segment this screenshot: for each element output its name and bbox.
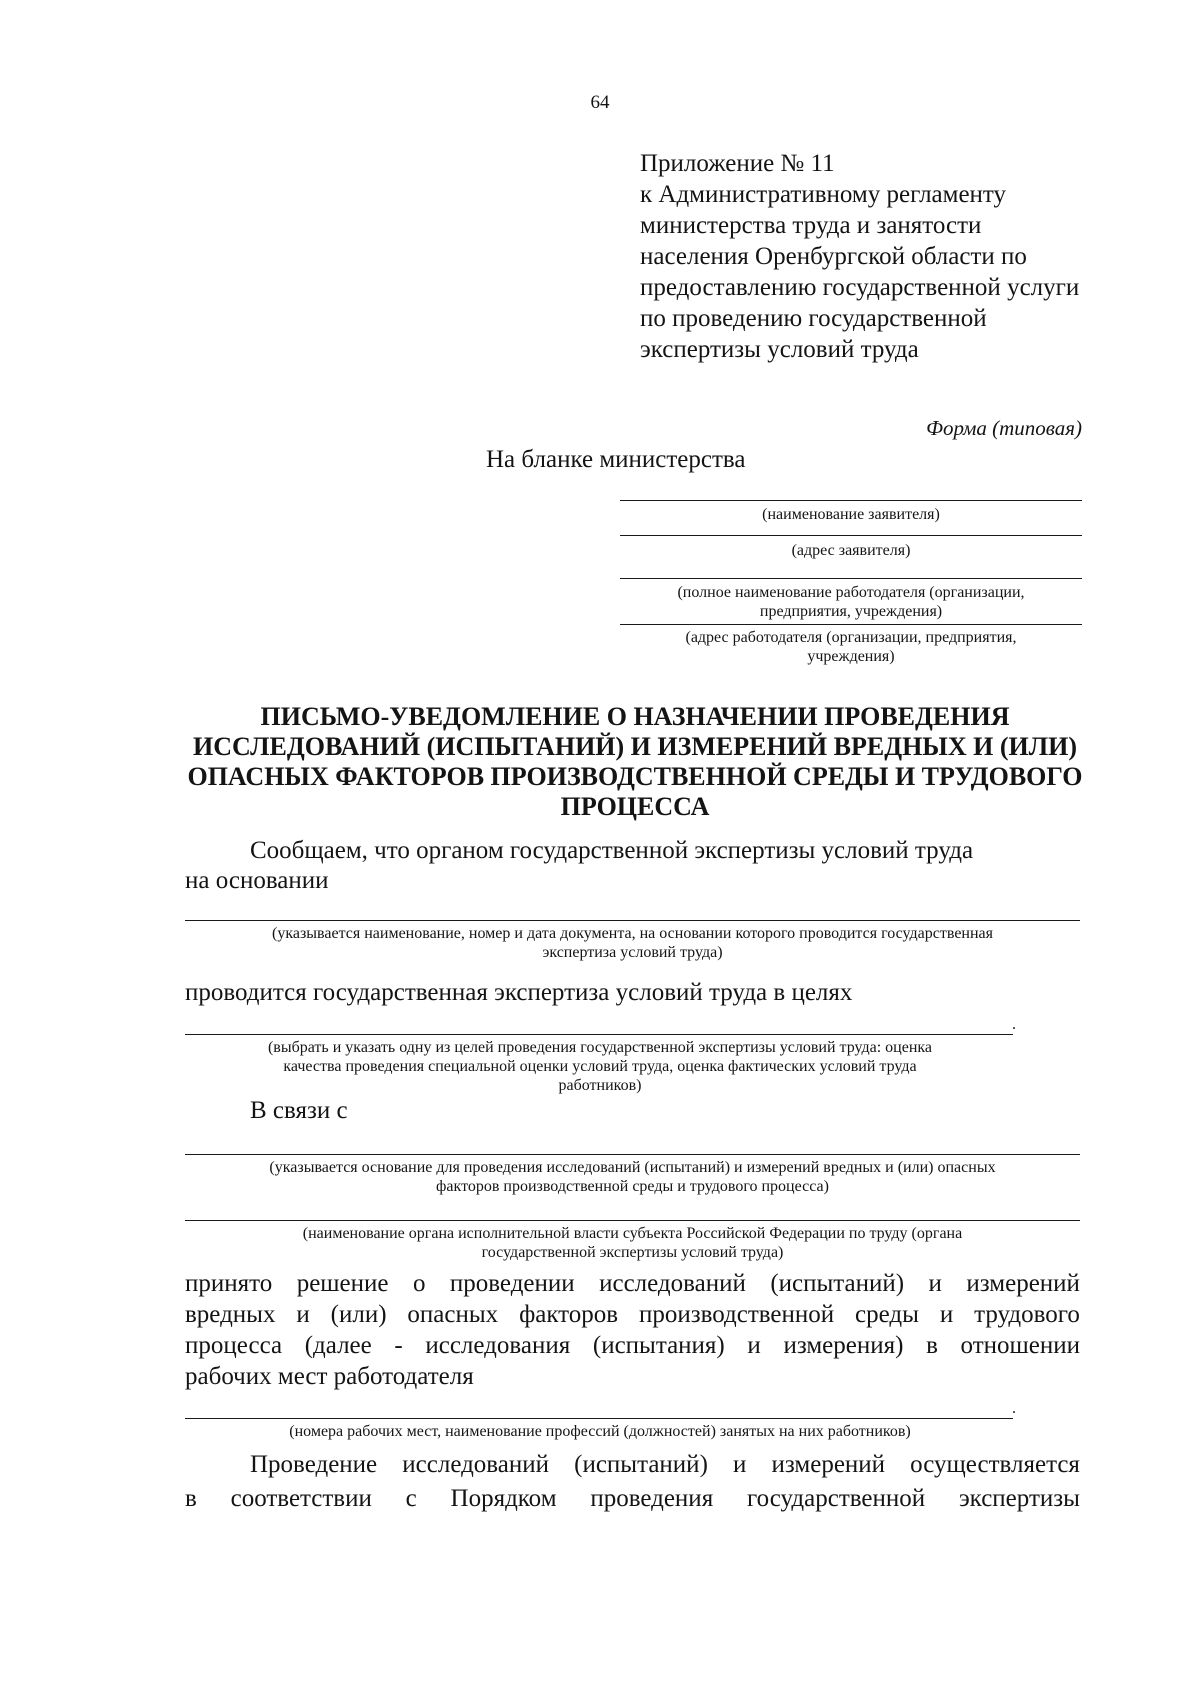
word: (испытаний)	[770, 1270, 905, 1297]
word: проведения	[590, 1485, 714, 1512]
employer-name-line	[620, 578, 1082, 579]
reason-caption-line: (указывается основание для проведения исследований (испытаний) и измерений вредных и (или) опасных	[269, 1159, 996, 1176]
word: государственной	[746, 1485, 926, 1512]
applicant-name-line	[620, 500, 1082, 501]
word: (испытаний)	[574, 1451, 708, 1478]
applicant-name-caption: (наименование заявителя)	[762, 506, 940, 523]
word: (далее	[304, 1332, 372, 1359]
form-type-label: Форма (типовая)	[926, 416, 1082, 440]
line-end-mark: .	[1012, 1016, 1016, 1033]
word: проведении	[449, 1270, 575, 1297]
word: процесса	[185, 1332, 283, 1359]
intro-line-1: Сообщаем, что органом государственной экспертизы условий труда	[250, 837, 974, 864]
employer-address-caption	[620, 628, 1082, 666]
appendix-line: экспертизы условий труда	[640, 336, 919, 363]
reason-fill-line	[185, 1154, 1080, 1155]
word: экспертизы	[958, 1485, 1080, 1512]
word: измерений	[771, 1451, 886, 1478]
decision-line: рабочих мест работодателя	[185, 1363, 474, 1390]
word: производственной	[638, 1301, 835, 1328]
word: (или)	[330, 1301, 387, 1328]
word: решение	[296, 1270, 389, 1297]
word: (испытания)	[592, 1332, 725, 1359]
word: измерения)	[783, 1332, 904, 1359]
document-title	[150, 702, 1120, 822]
word: и	[733, 1451, 747, 1478]
employer-address-line	[620, 624, 1082, 625]
authority-caption-line: (наименование органа исполнительной власти субъекта Российской Федерации по труду (органа	[302, 1225, 963, 1242]
purpose-caption-line: качества проведения специальной оценки условий труда, оценка фактических условий труда	[283, 1058, 917, 1075]
basis-fill-line	[185, 920, 1080, 921]
employer-address-caption-line: (адрес работодателя (организации, предприятия,	[685, 629, 1017, 646]
word: факторов	[519, 1301, 619, 1328]
word: о	[412, 1270, 426, 1297]
appendix-line: Приложение № 11	[640, 150, 835, 177]
in-connection-label: В связи с	[250, 1097, 348, 1124]
authority-caption	[175, 1224, 1090, 1262]
basis-caption	[175, 924, 1090, 962]
employer-name-caption	[610, 583, 1092, 621]
basis-caption-line: экспертиза условий труда)	[542, 944, 723, 961]
word: вредных	[185, 1301, 276, 1328]
decision-paragraph	[185, 1268, 1080, 1392]
applicant-address-line	[620, 535, 1082, 536]
word: и	[939, 1301, 954, 1328]
employer-name-caption-line: (полное наименование работодателя (организации,	[677, 584, 1025, 601]
word: в	[185, 1485, 197, 1512]
appendix-line: к Административному регламенту	[640, 181, 1007, 208]
word: отношении	[960, 1332, 1080, 1359]
authority-caption-line: государственной экспертизы условий труда)	[481, 1244, 784, 1261]
word: осуществляется	[910, 1451, 1080, 1478]
word: и	[747, 1332, 761, 1359]
reason-caption-line: факторов производственной среды и трудового процесса)	[436, 1178, 829, 1195]
word: исследований	[599, 1270, 746, 1297]
appendix-line: по проведению государственной	[640, 305, 987, 332]
word: с	[405, 1485, 417, 1512]
intro-line-2: на основании	[185, 867, 329, 894]
word: и	[296, 1301, 310, 1328]
word: соответствии	[230, 1485, 372, 1512]
page-number: 64	[590, 92, 610, 113]
basis-caption-line: (указывается наименование, номер и дата документа, на основании которого проводится государственная	[271, 925, 993, 942]
appendix-line: населения Оренбургской области по	[640, 243, 1027, 270]
word: в	[926, 1332, 938, 1359]
purpose-fill-line	[185, 1034, 1013, 1035]
word: принято	[185, 1270, 273, 1297]
decision-line	[185, 1268, 1080, 1299]
title-line: ПИСЬМО-УВЕДОМЛЕНИЕ О НАЗНАЧЕНИИ ПРОВЕДЕНИЯ	[260, 702, 1010, 731]
title-line: ОПАСНЫХ ФАКТОРОВ ПРОИЗВОДСТВЕННОЙ СРЕДЫ И ТРУДОВОГО	[187, 762, 1083, 791]
authority-fill-line	[185, 1220, 1080, 1221]
word: исследования	[425, 1332, 571, 1359]
applicant-address-caption: (адрес заявителя)	[791, 542, 911, 559]
workplaces-caption: (номера рабочих мест, наименование профессий (должностей) занятых на них работников)	[289, 1423, 911, 1440]
procedure-paragraph	[185, 1483, 1080, 1514]
appendix-line: предоставлению государственной услуги	[640, 274, 1080, 301]
title-line: ПРОЦЕССА	[560, 792, 710, 821]
purpose-caption-line: (выбрать и указать одну из целей проведения государственной экспертизы условий труда: оценка	[267, 1039, 933, 1056]
word: Порядком	[450, 1485, 557, 1512]
purpose-caption	[175, 1038, 1025, 1095]
title-line: ИССЛЕДОВАНИЙ (ИСПЫТАНИЙ) И ИЗМЕРЕНИЙ ВРЕДНЫХ И (ИЛИ)	[193, 732, 1077, 761]
word: измерений	[966, 1270, 1080, 1297]
word: Проведение	[250, 1451, 378, 1478]
employer-name-caption-line: предприятия, учреждения)	[759, 603, 943, 620]
word: трудового	[974, 1301, 1080, 1328]
procedure-line	[185, 1483, 1080, 1514]
workplaces-fill-line	[185, 1418, 1013, 1419]
decision-line	[185, 1330, 1080, 1361]
word: -	[394, 1332, 403, 1359]
line-end-mark: .	[1012, 1400, 1016, 1417]
procedure-line-1	[250, 1450, 1080, 1480]
purpose-caption-line: работников)	[558, 1077, 642, 1094]
appendix-block	[640, 148, 1160, 365]
purpose-line: проводится государственная экспертиза условий труда в целях	[185, 979, 853, 1006]
letterhead-note: На бланке министерства	[486, 446, 746, 473]
employer-address-caption-line: учреждения)	[807, 648, 895, 665]
appendix-line: министерства труда и занятости	[640, 212, 982, 239]
word: опасных	[407, 1301, 499, 1328]
word: исследований	[402, 1451, 550, 1478]
reason-caption	[175, 1158, 1090, 1196]
decision-line	[185, 1299, 1080, 1330]
word: и	[928, 1270, 942, 1297]
word: среды	[855, 1301, 919, 1328]
